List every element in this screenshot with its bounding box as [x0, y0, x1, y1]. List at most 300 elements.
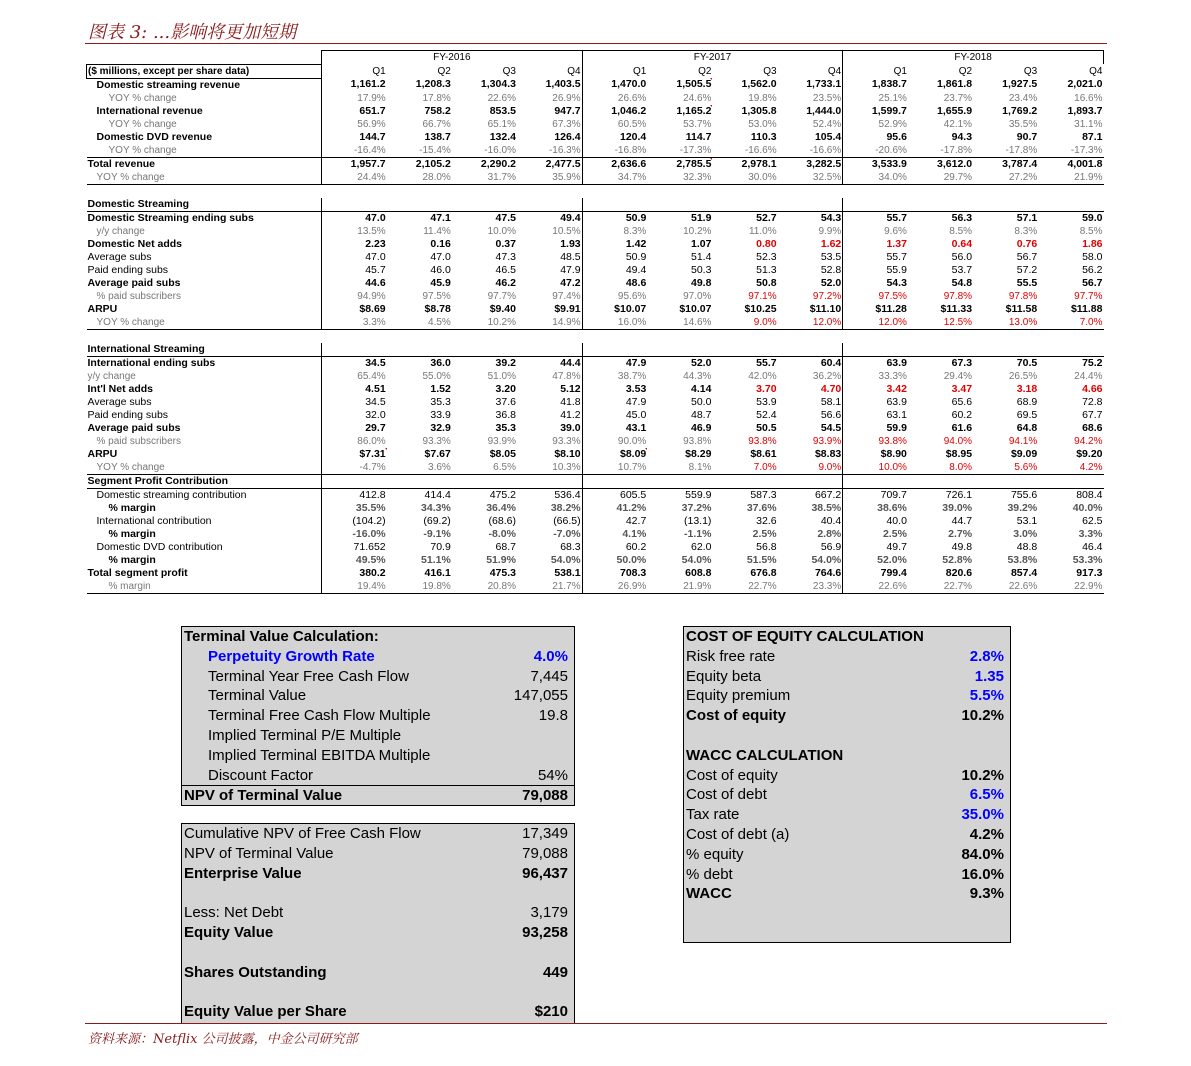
cell-value — [647, 343, 712, 357]
ev-row — [182, 864, 574, 884]
cell-value: 44.6 — [322, 277, 387, 290]
cell-value: 21.7% — [517, 580, 582, 594]
ev-row — [182, 963, 574, 983]
row-label — [87, 184, 322, 198]
cell-value: 50.9 — [582, 251, 647, 264]
cell-value: 7.0% — [712, 461, 777, 475]
coe-row — [684, 647, 1010, 667]
row-label: Domestic streaming revenue — [96, 78, 241, 91]
cell-value: 63.9 — [843, 356, 908, 370]
cell-value: 51.3 — [756, 263, 777, 276]
cell-value: 820.6 — [945, 566, 973, 579]
cell-value: 56.6 — [820, 408, 842, 421]
cell-value: 26.5% — [1008, 370, 1038, 382]
cell-value: 47.9 — [582, 356, 647, 370]
line-value: 9.3% — [969, 885, 1004, 903]
fy-header: FY-2017 — [582, 51, 843, 65]
cell-value: 97.7% — [487, 290, 516, 302]
cell-value: 87.1 — [1082, 130, 1103, 143]
cell-value — [387, 329, 452, 343]
cell-value — [517, 184, 582, 198]
cell-value: 1,893.7 — [1067, 104, 1103, 117]
row-label: y/y change — [87, 370, 136, 382]
table-row — [87, 409, 1104, 422]
table-row — [87, 515, 1104, 528]
cell-value: 47.8% — [552, 370, 581, 382]
line-label: Equity Value — [184, 924, 274, 941]
table-row — [87, 435, 1104, 448]
fy-header: FY-2018 — [843, 51, 1104, 65]
cell-value: 559.9 — [647, 488, 712, 502]
cell-value: 3,612.0 — [908, 157, 973, 171]
cell-value: 29.7 — [322, 422, 387, 435]
cell-value: 55.5 — [1016, 276, 1038, 289]
cell-value: $11.58 — [1005, 302, 1038, 315]
cell-value: 31.1% — [1074, 118, 1103, 130]
line-label: Cost of debt (a) — [686, 826, 790, 843]
cell-value: 67.3 — [908, 356, 973, 370]
cell-value: $7.67 — [424, 447, 451, 460]
cell-value: 917.3 — [1076, 566, 1103, 579]
cell-value: 47.3 — [495, 250, 516, 263]
table-row — [87, 131, 1104, 144]
cell-value — [778, 184, 843, 198]
table-row — [87, 211, 1104, 225]
cell-value: 55.7 — [712, 356, 777, 370]
cell-value — [908, 198, 973, 212]
cell-value: 41.2 — [560, 408, 581, 421]
cell-value: 3.53 — [582, 383, 647, 396]
cell-value: 755.6 — [973, 488, 1038, 502]
cell-value: 1.93 — [560, 237, 581, 250]
coe-row — [684, 825, 1010, 845]
ev-row — [182, 824, 574, 844]
cell-value — [452, 329, 517, 343]
cell-value: 1,208.3 — [415, 78, 451, 91]
cell-value: 8.1% — [647, 461, 712, 475]
cell-value: 94.1% — [1008, 435, 1038, 447]
cell-value: 1,957.7 — [322, 157, 387, 171]
cell-value — [908, 474, 973, 488]
fiscal-year-header-row — [87, 51, 1104, 65]
cell-value: 10.5% — [552, 225, 581, 237]
cell-value: $8.95 — [945, 447, 973, 460]
cell-value: $8.61 — [750, 447, 777, 460]
cell-value: 70.9 — [430, 540, 451, 553]
terminal-row — [182, 627, 574, 647]
cell-value — [843, 343, 908, 357]
cell-value — [387, 198, 452, 212]
cell-value: 56.8 — [756, 540, 777, 553]
cell-value: 86.0% — [322, 435, 387, 448]
table-row — [87, 396, 1104, 409]
cell-value: 22.6% — [843, 580, 908, 594]
table-row — [87, 461, 1104, 475]
cell-value: 66.7% — [422, 118, 451, 130]
cell-value: 1.52 — [430, 382, 451, 395]
line-value: 84.0% — [961, 845, 1004, 863]
cell-value: 17.8% — [422, 92, 451, 104]
cell-value: 19.4% — [322, 580, 387, 594]
cell-value: 38.7% — [582, 370, 647, 383]
cell-value: 1,403.5 — [545, 78, 581, 91]
cell-value: 8.0% — [908, 461, 973, 475]
cell-value: 36.8 — [495, 408, 516, 421]
cell-value: 7.0% — [1038, 316, 1103, 330]
cell-value: 10.0% — [843, 461, 908, 475]
cell-value: 35.3 — [495, 421, 516, 434]
cell-value — [322, 198, 387, 212]
row-label: International Streaming — [87, 342, 205, 355]
title-rule — [85, 43, 1107, 44]
cell-value: 37.6 — [495, 395, 516, 408]
ev-row — [182, 903, 574, 923]
table-row — [87, 316, 1104, 330]
cell-value: 2,021.0 — [1067, 78, 1103, 91]
cell-value — [322, 184, 387, 198]
cell-value: 65.1% — [487, 118, 516, 130]
table-row — [87, 580, 1104, 594]
cell-value — [973, 198, 1038, 212]
table-row — [87, 251, 1104, 264]
units-label: ($ millions, except per share data) — [87, 64, 322, 78]
cell-value — [452, 343, 517, 357]
row-label: Paid ending subs — [87, 408, 169, 421]
cell-value: 138.7 — [424, 130, 451, 143]
cell-value: (69.2) — [423, 514, 451, 527]
line-value: 1.35 — [974, 667, 1004, 685]
cell-value — [582, 329, 647, 343]
cell-value: 43.1 — [582, 422, 647, 435]
cell-value: 38.2% — [550, 501, 581, 514]
table-row — [87, 225, 1104, 238]
cell-value — [712, 343, 777, 357]
cell-value: (68.6) — [488, 514, 516, 527]
cell-value: 10.7% — [582, 461, 647, 475]
cell-value: 726.1 — [908, 488, 973, 502]
cell-value: 40.0% — [1072, 501, 1103, 514]
cell-value — [1038, 329, 1103, 343]
cell-value: 52.9% — [843, 118, 908, 131]
table-row — [87, 290, 1104, 303]
line-value: 6.5% — [969, 786, 1004, 804]
cell-value — [778, 474, 843, 488]
table-row — [87, 474, 1104, 488]
line-value: 147,055 — [513, 687, 568, 705]
cell-value: 2,477.5 — [517, 157, 582, 171]
cell-value: 41.8 — [560, 395, 581, 408]
cell-value: -1.1% — [684, 527, 712, 540]
cell-value — [322, 474, 387, 488]
row-label: % margin — [87, 580, 322, 594]
cell-value: 1,769.2 — [1002, 104, 1038, 117]
cell-value: 68.3 — [560, 540, 581, 553]
quarter-header-row — [87, 64, 1104, 78]
cell-value: 64.8 — [1016, 421, 1038, 434]
table-row — [87, 264, 1104, 277]
cell-value: 51.0% — [487, 370, 516, 382]
cell-value: 3,282.5 — [778, 157, 843, 171]
cell-value: 1,733.1 — [806, 78, 842, 91]
cell-value: 1,838.7 — [843, 78, 908, 92]
cell-value: 94.2% — [1074, 435, 1103, 447]
cell-value: -4.7% — [322, 461, 387, 475]
cell-value: -16.4% — [322, 144, 387, 158]
cell-value: $8.69 — [322, 303, 387, 316]
cell-value: 32.0 — [322, 409, 387, 422]
cell-value: 17.9% — [322, 92, 387, 105]
row-label: ARPU — [87, 302, 118, 315]
table-row — [87, 502, 1104, 515]
cell-value: 808.4 — [1038, 488, 1103, 502]
cell-value: 10.0% — [487, 225, 516, 237]
cell-value: 114.7 — [685, 130, 712, 143]
row-label: % margin — [108, 553, 156, 566]
row-label: y/y change — [96, 225, 145, 237]
cell-value: 39.0 — [560, 421, 581, 434]
cell-value: 10.2% — [452, 316, 517, 330]
row-label: Average paid subs — [87, 276, 181, 289]
line-value: $210 — [534, 1003, 568, 1021]
cell-value: 1.42 — [582, 238, 647, 251]
cell-value: 57.2 — [1016, 263, 1038, 276]
cell-value: 4.2% — [1038, 461, 1103, 475]
cell-value: 105.4 — [814, 130, 842, 143]
cell-value: 36.0 — [387, 356, 452, 370]
cell-value: 68.6 — [1082, 421, 1103, 434]
coe-row — [684, 884, 1010, 904]
cell-value: 48.6 — [582, 277, 647, 290]
table-row — [87, 422, 1104, 435]
cell-value — [712, 474, 777, 488]
cell-value: 47.2 — [560, 276, 581, 289]
row-label: Domestic streaming contribution — [87, 488, 322, 502]
cell-value — [582, 198, 647, 212]
row-label: Domestic Streaming ending subs — [87, 211, 322, 225]
cell-value: 29.7% — [908, 171, 973, 185]
row-label: ARPU — [87, 447, 118, 460]
coe-row — [684, 766, 1010, 786]
ev-row — [182, 982, 574, 1002]
line-value: 16.0% — [961, 865, 1004, 883]
cell-value: $11.28 — [843, 303, 908, 316]
line-value: 93,258 — [522, 924, 568, 941]
cell-value: 4,001.8 — [1038, 157, 1103, 171]
coe-row — [684, 805, 1010, 825]
row-label: Total revenue — [87, 157, 322, 171]
cell-value: 708.3 — [582, 567, 647, 580]
line-value: 54% — [537, 766, 568, 784]
cell-value: 22.6% — [973, 580, 1038, 594]
line-label: Terminal Value — [208, 687, 307, 705]
cell-value: 35.9% — [517, 171, 582, 185]
cell-value: 0.64 — [951, 237, 973, 250]
cell-value: 26.9% — [552, 92, 581, 104]
cell-value: 4.5% — [387, 316, 452, 330]
row-label: % margin — [108, 501, 156, 514]
cell-value: 63.1 — [843, 409, 908, 422]
cell-value: 764.6 — [814, 566, 842, 579]
cell-value: 97.8% — [943, 290, 973, 302]
cell-value: 2.8% — [817, 527, 842, 540]
cell-value: 60.4 — [778, 356, 843, 370]
cell-value — [517, 474, 582, 488]
cell-value: 0.80 — [756, 237, 777, 250]
terminal-row — [182, 746, 574, 766]
cell-value: 8.3% — [1014, 225, 1038, 237]
quarter-header: Q2 — [958, 65, 973, 77]
row-label: Average paid subs — [87, 421, 181, 434]
cell-value: 414.4 — [387, 488, 452, 502]
cell-value: 110.3 — [750, 130, 777, 143]
line-label: NPV of Terminal Value — [184, 844, 334, 862]
cell-value: 65.4% — [322, 370, 387, 383]
cell-value: $8.05 — [489, 447, 516, 460]
line-value: 79,088 — [522, 787, 568, 805]
cell-value: 28.0% — [387, 171, 452, 185]
cell-value: 54.0% — [681, 553, 712, 566]
cell-value: 3.70 — [756, 382, 777, 395]
cell-value: 39.2% — [1007, 501, 1038, 514]
cell-value: 2.5% — [843, 528, 908, 541]
cell-value — [387, 343, 452, 357]
cell-value: 24.6% — [683, 92, 712, 104]
cell-value: 50.9 — [582, 211, 647, 225]
cell-value — [647, 184, 712, 198]
cell-value: 412.8 — [322, 488, 387, 502]
cell-value: 1,046.2 — [582, 105, 647, 118]
quarter-header: Q3 — [502, 65, 516, 77]
cell-value — [452, 184, 517, 198]
cell-value: -16.8% — [582, 144, 647, 158]
cell-value: 2,105.2 — [387, 157, 452, 171]
cell-value: 1,470.0 — [582, 78, 647, 92]
cell-value: 58.0 — [1082, 250, 1103, 263]
cell-value: $10.07 — [582, 303, 647, 316]
cell-value: 1.86 — [1082, 237, 1103, 250]
row-label: Average subs — [87, 395, 152, 408]
line-value: 19.8 — [538, 707, 568, 725]
cell-value: $11.10 — [809, 302, 842, 315]
line-value: 3,179 — [530, 904, 568, 922]
cell-value: 1,444.0 — [806, 104, 842, 117]
cell-value — [908, 343, 973, 357]
cell-value: 8.5% — [949, 225, 973, 237]
cell-value — [843, 474, 908, 488]
cell-value: 475.3 — [489, 566, 516, 579]
line-label: WACC CALCULATION — [686, 746, 844, 764]
cell-value: 97.5% — [422, 290, 451, 302]
cell-value: 90.0% — [582, 435, 647, 448]
coe-row — [684, 726, 1010, 746]
table-row — [87, 541, 1104, 554]
cell-value: 59.9 — [843, 422, 908, 435]
ev-row — [182, 1002, 574, 1022]
cell-value — [908, 329, 973, 343]
cell-value: 50.5 — [756, 421, 777, 434]
coe-row — [684, 785, 1010, 805]
cell-value: 30.0% — [712, 171, 777, 185]
cell-value — [973, 343, 1038, 357]
cell-value: 34.7% — [582, 171, 647, 185]
cell-value: 48.7 — [691, 408, 712, 421]
cell-value: -16.0% — [322, 528, 387, 541]
cell-value — [387, 184, 452, 198]
cell-value: 55.7 — [843, 251, 908, 264]
line-label: Equity Value per Share — [184, 1003, 347, 1021]
cell-value: $8.90 — [843, 448, 908, 461]
cell-value: -15.4% — [419, 144, 451, 156]
cell-value — [582, 343, 647, 357]
cell-value: 51.4 — [691, 250, 712, 263]
cell-value: 3.42 — [843, 383, 908, 396]
cell-value: 23.3% — [778, 580, 843, 594]
cell-value — [582, 184, 647, 198]
cell-value: 49.7 — [843, 541, 908, 554]
ev-row — [182, 923, 574, 943]
cell-value — [843, 198, 908, 212]
cell-value: 1,505.5 — [647, 78, 712, 92]
cell-value: 50.8 — [756, 276, 777, 289]
row-label: % margin — [108, 527, 156, 540]
table-row — [87, 78, 1104, 92]
cell-value — [973, 329, 1038, 343]
line-label: Perpetuity Growth Rate — [208, 647, 375, 665]
row-label — [87, 329, 322, 343]
cell-value: 44.7 — [951, 514, 973, 527]
cell-value: 2.5% — [752, 527, 777, 540]
cell-value: 2,978.1 — [712, 157, 777, 171]
line-label: WACC — [686, 885, 732, 903]
line-label: NPV of Terminal Value — [184, 787, 343, 805]
quarter-header: Q4 — [1089, 65, 1103, 77]
cell-value — [843, 184, 908, 198]
row-label: YOY % change — [87, 316, 322, 330]
cell-value: 94.3 — [951, 130, 973, 143]
row-label: YOY % change — [108, 144, 177, 156]
cell-value: 11.0% — [748, 225, 777, 237]
cell-value: 47.9 — [560, 263, 581, 276]
figure-title: 图表 3: ...影响将更加短期 — [88, 22, 297, 43]
table-row — [87, 157, 1104, 171]
cell-value: 19.8% — [387, 580, 452, 594]
line-label: Risk free rate — [686, 647, 776, 665]
row-label: Average subs — [87, 250, 152, 263]
cell-value: 48.5 — [560, 250, 581, 263]
financial-table — [86, 50, 1104, 594]
terminal-row — [182, 785, 574, 806]
cell-value: 21.9% — [647, 580, 712, 594]
ev-row — [182, 943, 574, 963]
line-value: 96,437 — [522, 864, 568, 882]
cell-value — [582, 474, 647, 488]
cell-value: 51.5% — [746, 553, 777, 566]
cell-value: 2,785.5 — [647, 157, 712, 171]
cell-value: 37.6% — [746, 501, 777, 514]
cell-value: 2,290.2 — [452, 157, 517, 171]
terminal-row — [182, 766, 574, 786]
cell-value: 40.4 — [820, 514, 842, 527]
cell-value: 93.3% — [552, 435, 581, 447]
cell-value: $8.29 — [685, 447, 712, 460]
cell-value: 71.652 — [322, 541, 387, 554]
cell-value: 1,161.2 — [322, 78, 387, 92]
cell-value: 31.7% — [452, 171, 517, 185]
cell-value: 67.3% — [552, 118, 581, 130]
cell-value: 42.0% — [748, 370, 777, 382]
cell-value: 49.4 — [582, 264, 647, 277]
cell-value: 144.7 — [322, 131, 387, 144]
